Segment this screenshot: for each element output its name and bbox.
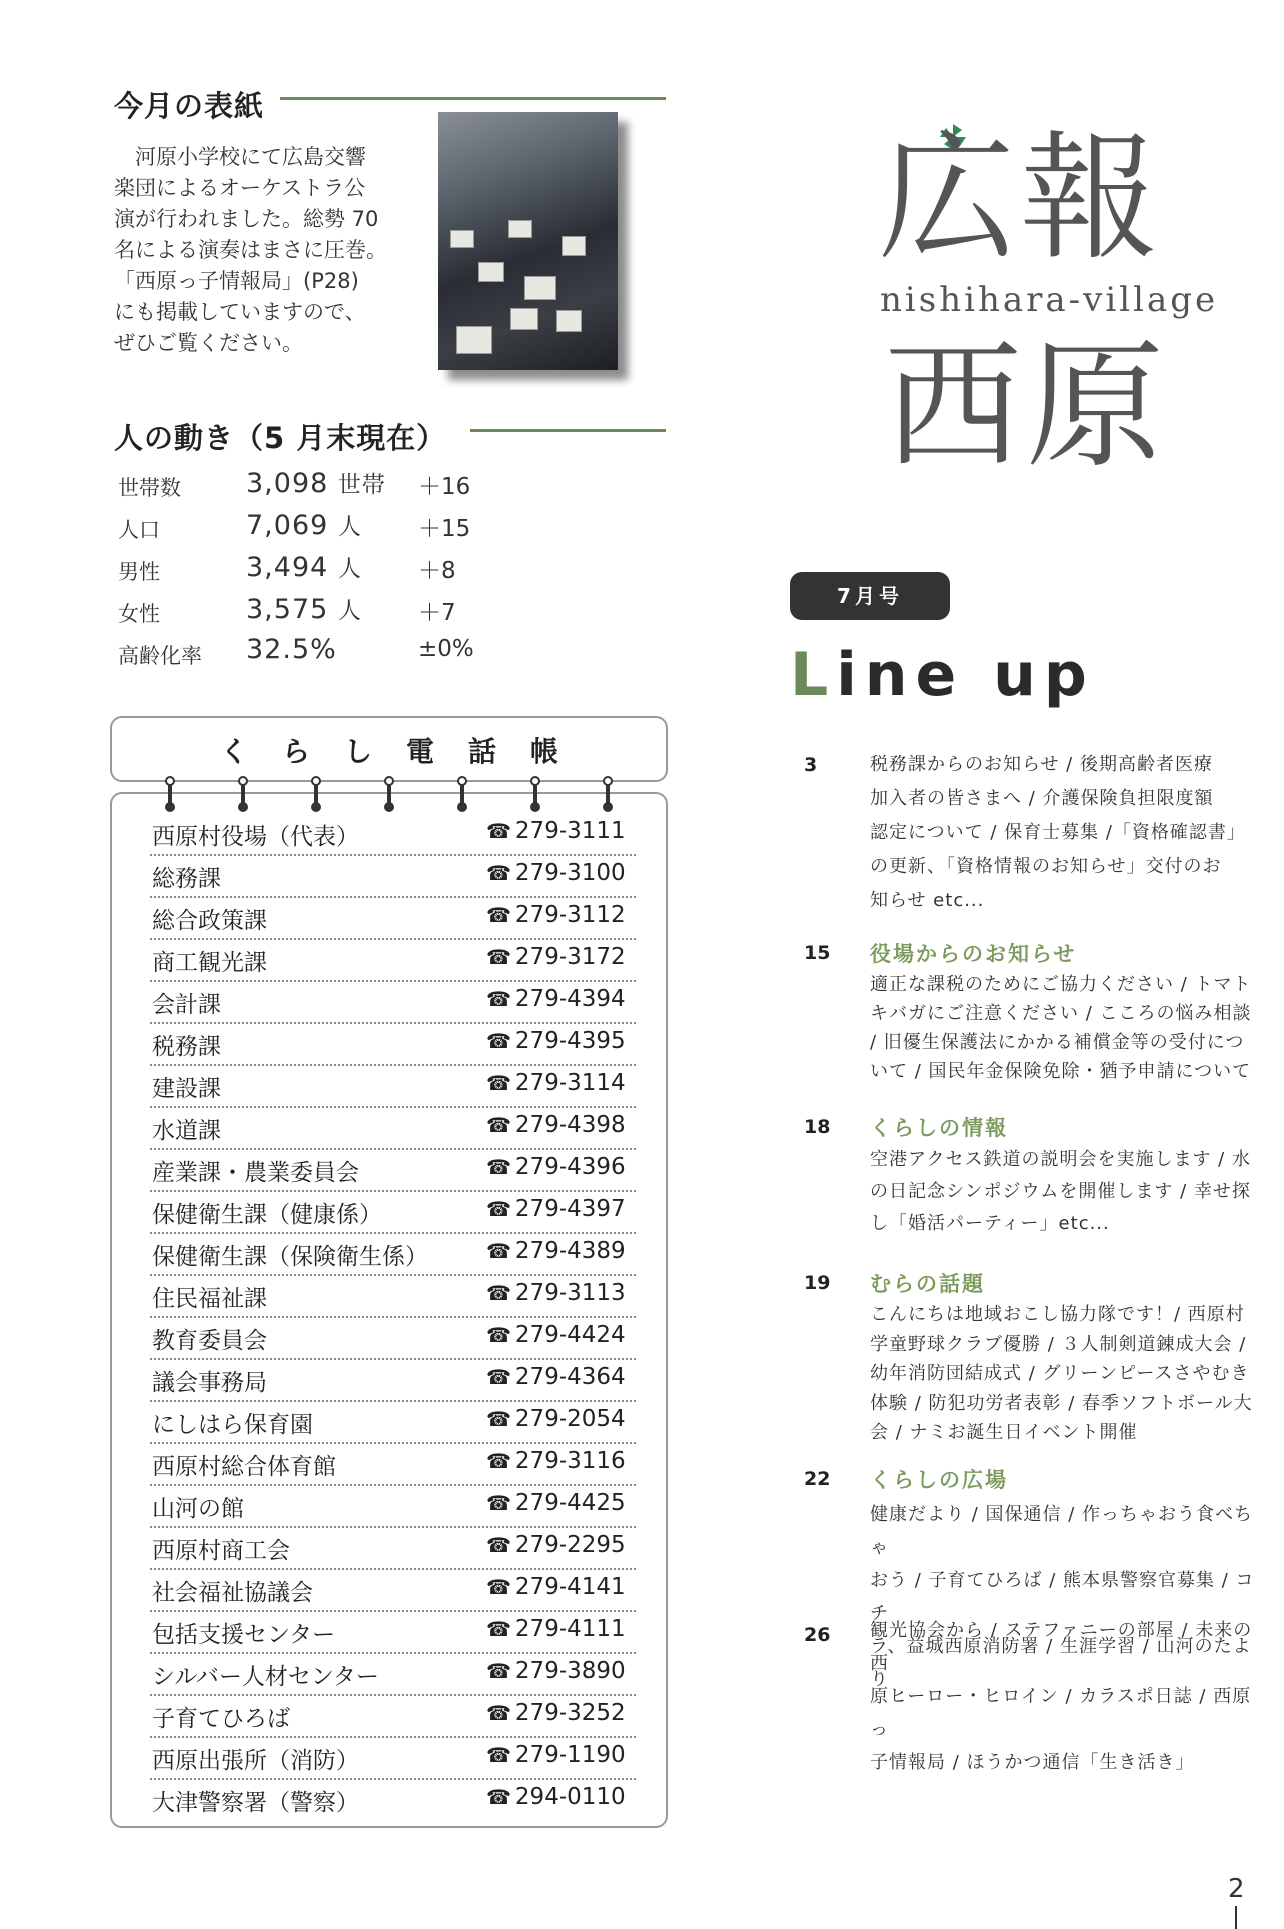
phonebook-row [150, 1736, 636, 1780]
phonebook-tel: ☎ 279-4397 [486, 1196, 626, 1222]
phonebook-name: 産業課・農業委員会 [152, 1160, 359, 1186]
phonebook-tel: ☎ 279-3113 [486, 1280, 626, 1306]
phonebook-name: 西原村商工会 [152, 1538, 290, 1564]
phonebook-row [150, 1232, 636, 1276]
phonebook-name: 西原村役場（代表） [152, 824, 359, 850]
population-value: 3,575 人 [246, 594, 362, 625]
phonebook-name: 総務課 [152, 866, 221, 892]
population-row [118, 590, 518, 632]
phonebook-row [150, 1652, 636, 1696]
binder-ring-icon [533, 782, 537, 808]
lineup-item-text: 健康だより / 国保通信 / 作っちゃおう食べちゃ おう / 子育てひろば / 熊本県警察官募集 / コチ ラ、益城西原消防署 / 生涯学習 / 山河のたより [870, 1504, 1255, 1690]
telephone-icon: ☎ [486, 819, 511, 843]
phonebook-name: にしはら保育園 [152, 1412, 313, 1438]
telephone-icon: ☎ [486, 861, 511, 885]
population-delta: ＋16 [418, 474, 471, 500]
lineup-item-text: こんにちは地域おこし協力隊です！/ 西原村 学童野球クラブ優勝 / ３人制剣道錬成大会 / 幼年消防団結成式 / グリーンピースさやむき 体験 / 防犯功労者表彰 / 春季ソフトボール大 会 / ナミお誕生日イベント開催 [870, 1304, 1253, 1443]
phonebook-name: 住民福祉課 [152, 1286, 267, 1312]
population-heading: 人の動き（5 月末現在） [114, 421, 447, 455]
telephone-icon: ☎ [486, 1743, 511, 1767]
phonebook-name: 総合政策課 [152, 908, 267, 934]
telephone-icon: ☎ [486, 1407, 511, 1431]
binder-ring-icon [606, 782, 610, 808]
phonebook-name: 議会事務局 [152, 1370, 267, 1396]
phonebook-row [150, 938, 636, 982]
telephone-icon: ☎ [486, 1155, 511, 1179]
population-value: 3,098 世帯 [246, 468, 386, 499]
cover-heading: 今月の表紙 [114, 89, 265, 123]
cover-line: 演が行われました。総勢 70 [114, 207, 379, 231]
binder-ring-icon [387, 782, 391, 808]
cover-line: 名による演奏はまさに圧巻。 [114, 238, 387, 262]
population-delta: ±0% [418, 636, 474, 662]
phonebook-row [150, 1106, 636, 1150]
phonebook-name: 西原出張所（消防） [152, 1748, 359, 1774]
phonebook-name: 会計課 [152, 992, 221, 1018]
phonebook-name: 社会福祉協議会 [152, 1580, 313, 1606]
cover-heading-rule [280, 97, 666, 100]
lineup-section-heading: くらしの情報 [870, 1116, 1008, 1140]
population-delta: ＋8 [418, 558, 456, 584]
cover-line: ぜひご覧ください。 [114, 331, 303, 355]
phonebook-row [150, 1694, 636, 1738]
telephone-icon: ☎ [486, 1533, 511, 1557]
lineup-section-heading: 役場からのお知らせ [870, 942, 1077, 966]
phonebook-name: 西原村総合体育館 [152, 1454, 336, 1480]
telephone-icon: ☎ [486, 1449, 511, 1473]
lineup-item-text: 観光協会から / ステファニーの部屋 / 未来の西 原ヒーロー・ヒロイン / カラスポ日誌 / 西原っ 子情報局 / ほうかつ通信「生き活き」 [870, 1620, 1253, 1773]
lineup-page-number: 19 [804, 1272, 831, 1294]
telephone-icon: ☎ [486, 903, 511, 927]
population-value: 7,069 人 [246, 510, 362, 541]
page-number: 2 [1228, 1874, 1245, 1904]
phonebook-tel: ☎ 279-2295 [486, 1532, 626, 1558]
phonebook-tel: ☎ 279-4141 [486, 1574, 626, 1600]
phonebook-name: 大津警察署（警察） [152, 1790, 359, 1816]
telephone-icon: ☎ [486, 1113, 511, 1137]
lineup-title [790, 640, 1095, 710]
phonebook-row [150, 1274, 636, 1318]
phonebook-tel: ☎ 294-0110 [486, 1784, 626, 1810]
lineup-item-text: 空港アクセス鉄道の説明会を実施します / 水 の日記念シンポジウムを開催します / 幸せ探 し「婚活パーティー」etc... [870, 1149, 1251, 1234]
phonebook-row [150, 896, 636, 940]
phonebook-name: 建設課 [152, 1076, 221, 1102]
phonebook-name: 山河の館 [152, 1496, 244, 1522]
phonebook-name: 包括支援センター [152, 1622, 336, 1648]
phonebook-tel: ☎ 279-4425 [486, 1490, 626, 1516]
telephone-icon: ☎ [486, 1239, 511, 1263]
phonebook-row [150, 1568, 636, 1612]
telephone-icon: ☎ [486, 1491, 511, 1515]
phonebook-row [150, 980, 636, 1024]
telephone-icon: ☎ [486, 1029, 511, 1053]
phonebook-tel: ☎ 279-4111 [486, 1616, 626, 1642]
lineup-item-text: 税務課からのお知らせ / 後期高齢者医療 加入者の皆さまへ / 介護保険負担限度額 認定について / 保育士募集 /「資格確認書」 の更新、「資格情報のお知らせ」交付のお 知らせ etc... [870, 754, 1246, 911]
phonebook-tel: ☎ 279-4398 [486, 1112, 626, 1138]
telephone-icon: ☎ [486, 945, 511, 969]
phonebook-name: 教育委員会 [152, 1328, 267, 1354]
population-label: 女性 [118, 602, 160, 626]
issue-badge: 7月号 [790, 572, 950, 620]
lineup-page-number: 15 [804, 942, 831, 964]
cover-line: にも掲載していますので、 [114, 300, 366, 324]
phonebook-row [150, 1358, 636, 1402]
phonebook-tel: ☎ 279-3252 [486, 1700, 626, 1726]
population-label: 世帯数 [118, 476, 181, 500]
phonebook-row [150, 854, 636, 898]
telephone-icon: ☎ [486, 1323, 511, 1347]
phonebook-row [150, 1610, 636, 1654]
phonebook-row [150, 1190, 636, 1234]
binder-ring-icon [168, 782, 172, 808]
cover-line: 河原小学校にて広島交響 [114, 145, 366, 169]
telephone-icon: ☎ [486, 1575, 511, 1599]
phonebook-row [150, 1778, 636, 1820]
binder-ring-icon [460, 782, 464, 808]
population-value: 3,494 人 [246, 552, 362, 583]
phonebook-tel: ☎ 279-1190 [486, 1742, 626, 1768]
phonebook-row [150, 1400, 636, 1444]
cover-line: 「西原っ子情報局」(P28) [114, 269, 359, 293]
phonebook-row [150, 1316, 636, 1360]
phonebook-name: 税務課 [152, 1034, 221, 1060]
page-number-mark [1235, 1906, 1237, 1929]
binder-ring-icon [241, 782, 245, 808]
phonebook-tel: ☎ 279-3172 [486, 944, 626, 970]
cover-line: 楽団によるオーケストラ公 [114, 176, 366, 200]
lineup-title-rest: ine up [836, 640, 1095, 710]
masthead-roman: nishihara-village [880, 280, 1219, 320]
phonebook-row [150, 1526, 636, 1570]
phonebook-tel: ☎ 279-4395 [486, 1028, 626, 1054]
telephone-icon: ☎ [486, 1701, 511, 1725]
phonebook-row [150, 1022, 636, 1066]
population-row [118, 464, 518, 506]
phonebook-tel: ☎ 279-4394 [486, 986, 626, 1012]
phonebook-tel: ☎ 279-3116 [486, 1448, 626, 1474]
telephone-icon: ☎ [486, 1617, 511, 1641]
phonebook-tel: ☎ 279-3890 [486, 1658, 626, 1684]
population-label: 男性 [118, 560, 160, 584]
population-label: 高齢化率 [118, 644, 202, 668]
phonebook-tel: ☎ 279-3114 [486, 1070, 626, 1096]
phonebook-name: シルバー人材センター [152, 1664, 379, 1690]
telephone-icon: ☎ [486, 1785, 511, 1809]
phonebook-row [150, 1064, 636, 1108]
phonebook-name: 商工観光課 [152, 950, 267, 976]
phonebook-tel: ☎ 279-4396 [486, 1154, 626, 1180]
population-row [118, 632, 518, 674]
phonebook-tel: ☎ 279-3112 [486, 902, 626, 928]
phonebook-name: 保健衛生課（保険衛生係） [152, 1244, 428, 1270]
cover-description [114, 142, 410, 359]
phonebook-row [150, 1442, 636, 1486]
lineup-item-text: 適正な課税のためにご協力ください / トマト キバガにご注意ください / こころの悩み相談 / 旧優生保護法にかかる補償金等の受付につ いて / 国民年金保険免除・猶予申請について [870, 974, 1252, 1082]
phonebook-row [150, 1148, 636, 1192]
lineup-page-number: 22 [804, 1468, 831, 1490]
cover-photo [438, 112, 618, 370]
phonebook-tel: ☎ 279-3111 [486, 818, 626, 844]
masthead-title-top: 広報 [878, 118, 1163, 279]
phonebook-tel: ☎ 279-2054 [486, 1406, 626, 1432]
lineup-section-heading: くらしの広場 [870, 1468, 1008, 1492]
lineup-section-heading: むらの話題 [870, 1272, 985, 1296]
phonebook-row [150, 1484, 636, 1528]
phonebook-name: 子育てひろば [152, 1706, 290, 1732]
phonebook-name: 水道課 [152, 1118, 221, 1144]
phonebook-title: くらし電話帳 [219, 735, 592, 768]
lineup-page-number: 18 [804, 1116, 831, 1138]
phonebook-tel: ☎ 279-4389 [486, 1238, 626, 1264]
telephone-icon: ☎ [486, 987, 511, 1011]
population-delta: ＋15 [418, 516, 471, 542]
population-row [118, 548, 518, 590]
population-value: 32.5% [246, 634, 337, 665]
telephone-icon: ☎ [486, 1281, 511, 1305]
phonebook-tel: ☎ 279-3100 [486, 860, 626, 886]
telephone-icon: ☎ [486, 1071, 511, 1095]
telephone-icon: ☎ [486, 1659, 511, 1683]
population-label: 人口 [118, 518, 160, 542]
masthead-title-bottom: 西原 [884, 326, 1169, 487]
phonebook-name: 保健衛生課（健康係） [152, 1202, 382, 1228]
phonebook-header [110, 716, 668, 782]
telephone-icon: ☎ [486, 1365, 511, 1389]
telephone-icon: ☎ [486, 1197, 511, 1221]
binder-ring-icon [314, 782, 318, 808]
phonebook-tel: ☎ 279-4364 [486, 1364, 626, 1390]
population-heading-rule [470, 429, 666, 432]
phonebook-row [150, 812, 636, 856]
lineup-page-number: 26 [804, 1624, 831, 1646]
population-row [118, 506, 518, 548]
lineup-title-first: L [790, 640, 837, 710]
population-delta: ＋7 [418, 600, 456, 626]
phonebook-tel: ☎ 279-4424 [486, 1322, 626, 1348]
lineup-page-number: 3 [804, 754, 818, 776]
